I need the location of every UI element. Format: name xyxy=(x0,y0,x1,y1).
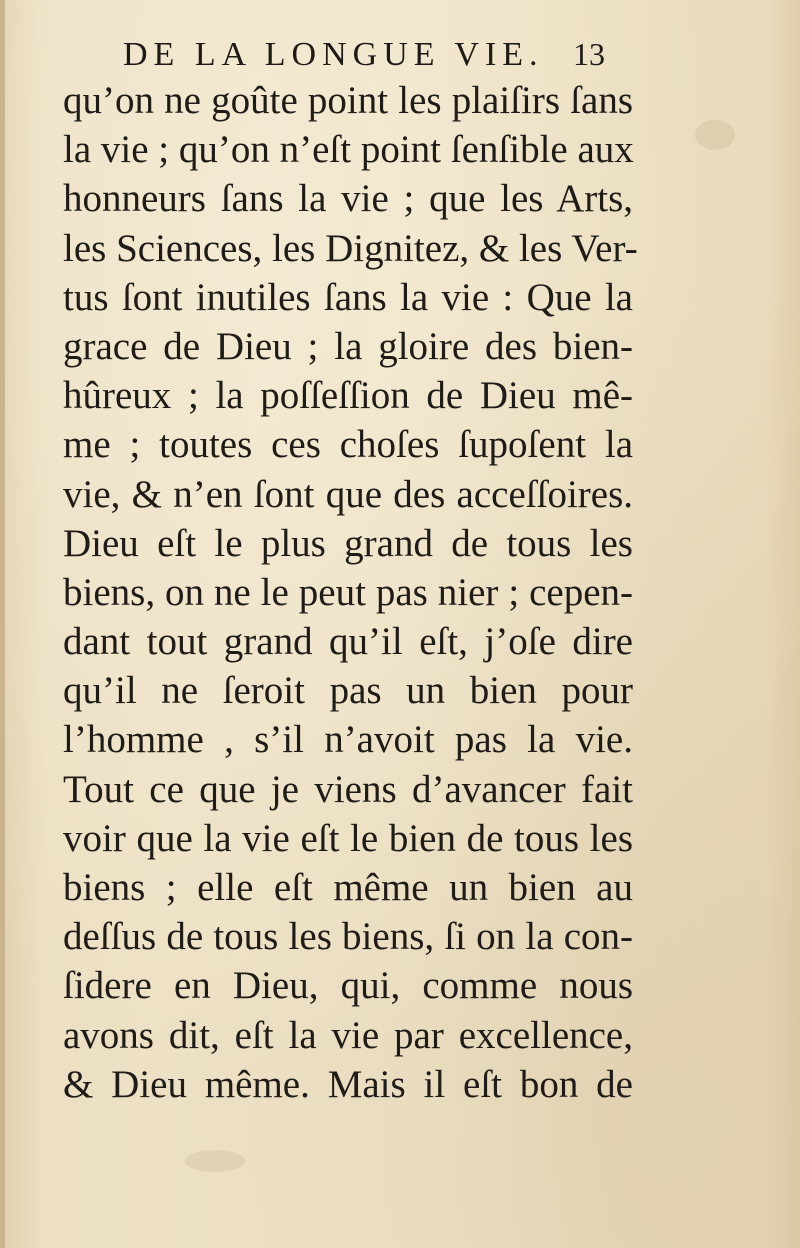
text-line: ſidere en Dieu, qui, comme nous xyxy=(63,964,633,1008)
text-line: qu’on ne goûte point les plaiſirs ſans xyxy=(63,79,633,122)
text-line: les Sciences, les Dignitez, & les Ver- xyxy=(63,226,638,270)
text-line: & Dieu même. Mais il eſt bon de xyxy=(63,1062,633,1106)
text-line: biens ; elle eſt même un bien au xyxy=(63,866,633,909)
text-line: voir que la vie eſt le bien de tous les xyxy=(63,816,633,860)
paper-stain xyxy=(695,120,735,150)
text-line: deſſus de tous les biens, ſi on la con- xyxy=(63,915,633,959)
text-line: la vie ; qu’on n’eſt point ſenſible aux xyxy=(63,128,634,172)
text-line: honneurs ſans la vie ; que les Arts, xyxy=(63,177,633,221)
text-line: hûreux ; la poſſeſſion de Dieu mê- xyxy=(63,374,633,418)
running-head-title: DE LA LONGUE VIE. xyxy=(123,36,544,73)
text-line: vie, & n’en ſont que des acceſſoires. xyxy=(63,472,633,516)
text-line: avons dit, eſt la vie par excellence, xyxy=(63,1013,633,1057)
page-number: 13 xyxy=(573,36,605,72)
text-line: dant tout grand qu’il eſt, j’oſe dire xyxy=(63,620,633,664)
text-line: l’homme , s’il n’avoit pas la vie. xyxy=(63,718,633,762)
text-line: me ; toutes ces choſes ſupoſent la xyxy=(63,423,633,467)
text-line: qu’il ne ſeroit pas un bien pour xyxy=(63,669,633,713)
paper-stain xyxy=(185,1150,245,1172)
text-line: Dieu eſt le plus grand de tous les xyxy=(63,521,633,565)
text-line: grace de Dieu ; la gloire des bien- xyxy=(63,324,633,368)
text-line: biens, on ne le peut pas nier ; cepen- xyxy=(63,570,633,614)
text-line: Tout ce que je viens d’avancer fait xyxy=(63,767,633,811)
text-line: tus ſont inutiles ſans la vie : Que la xyxy=(63,275,633,319)
body-text xyxy=(63,76,638,1109)
